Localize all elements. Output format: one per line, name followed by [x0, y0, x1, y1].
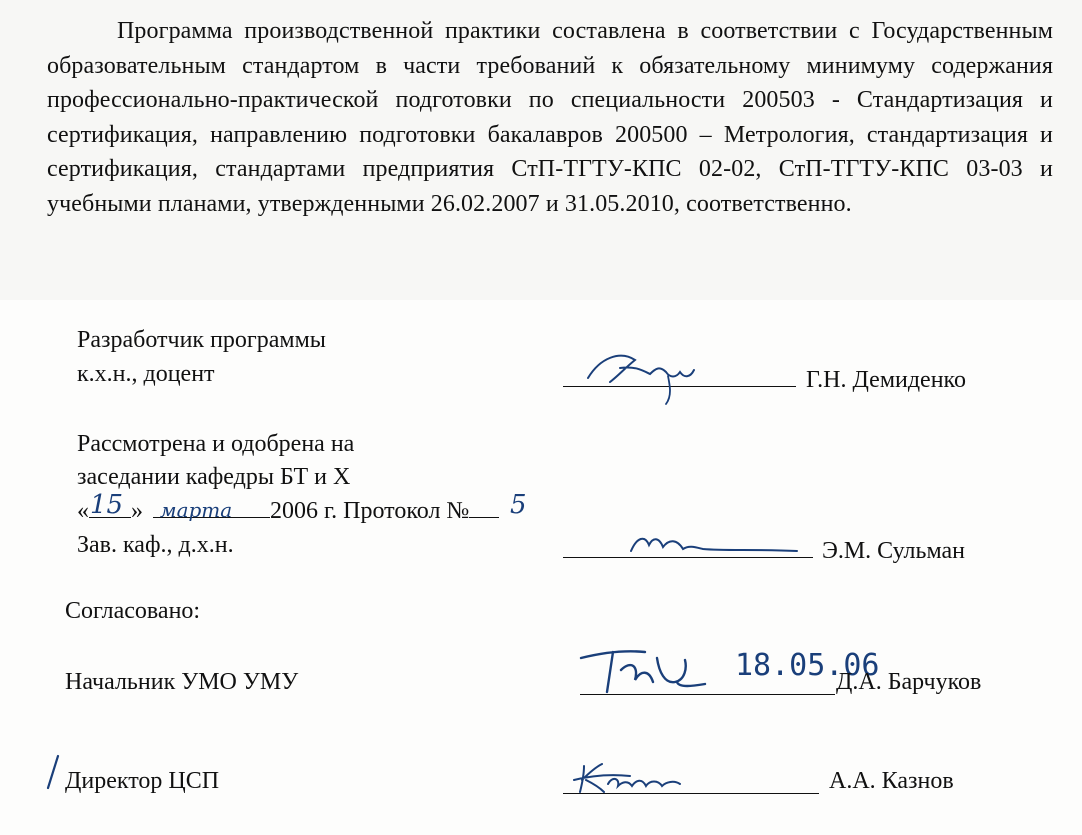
department-head-signature	[625, 525, 805, 565]
quote-open: «	[77, 498, 89, 524]
umo-head-role: Начальник УМО УМУ	[65, 669, 299, 695]
approval-day: 15	[90, 490, 124, 520]
program-intro-paragraph: Программа производственной практики составлена в соответствии с Государственным образовательным стандартом в части требований к обязательному минимуму содержания профессионально-практической подготовки по специальности 200503 - Стандартизация и сертификация, направлению подготовки бакалавров 200500 – Метрология, стандартизация и сертификация, стандартами предприятия СтП-ТГТУ-КПС 02-02, СтП-ТГТУ-КПС 03-03 и учебными планами, утвержденными 26.02.2007 и 31.05.2010, соответственно.	[47, 18, 1053, 217]
agreed-label: Согласовано:	[65, 598, 201, 624]
approval-year-text: 2006 г. Протокол №	[270, 498, 470, 524]
approval-line1: Рассмотрена и одобрена на	[77, 431, 355, 457]
umo-head-signature	[575, 640, 715, 700]
developer-role-line2: к.х.н., доцент	[77, 361, 215, 387]
umo-head-name: Д.А. Барчуков	[836, 669, 982, 695]
director-role: Директор ЦСП	[65, 768, 220, 794]
developer-signature	[580, 338, 710, 408]
approval-date-line	[77, 497, 499, 525]
quote-close: »	[131, 498, 143, 524]
developer-name: Г.Н. Демиденко	[806, 367, 966, 393]
director-signature	[570, 758, 690, 798]
department-head-name: Э.М. Сульман	[822, 538, 965, 564]
department-head-role: Зав. каф., д.х.н.	[77, 532, 234, 558]
developer-role-line1: Разработчик программы	[77, 327, 326, 353]
director-name: А.А. Казнов	[829, 768, 954, 794]
approval-protocol-number: 5	[510, 490, 527, 520]
margin-pen-mark	[40, 752, 64, 792]
approval-line2: заседании кафедры БТ и Х	[77, 464, 351, 490]
umo-signature-date: 18.05.06	[735, 648, 880, 683]
approval-month: марта	[160, 498, 233, 522]
